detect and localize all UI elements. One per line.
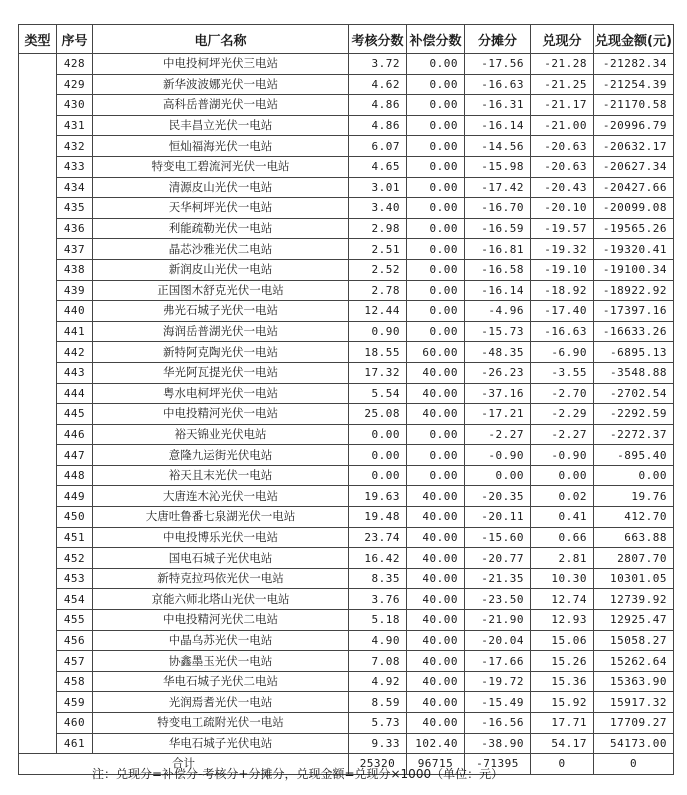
table-row (19, 280, 674, 301)
value-cell: -20.04 (465, 630, 531, 651)
row-index: 439 (57, 280, 93, 301)
row-index: 441 (57, 321, 93, 342)
column-header: 序号 (57, 25, 93, 54)
table-row (19, 74, 674, 95)
row-index: 445 (57, 404, 93, 425)
value-cell: -19100.34 (594, 259, 674, 280)
total-value: 0 (531, 754, 594, 775)
value-cell: 19.63 (349, 486, 407, 507)
row-index: 456 (57, 630, 93, 651)
value-cell: 12739.92 (594, 589, 674, 610)
value-cell: 10.30 (531, 568, 594, 589)
table-row (19, 630, 674, 651)
value-cell: 12.44 (349, 301, 407, 322)
value-cell: 60.00 (407, 342, 465, 363)
value-cell: -15.98 (465, 156, 531, 177)
total-value: 96715 (407, 754, 465, 775)
table-row (19, 156, 674, 177)
value-cell: -21.00 (531, 115, 594, 136)
row-index: 454 (57, 589, 93, 610)
value-cell: 15363.90 (594, 671, 674, 692)
value-cell: 23.74 (349, 527, 407, 548)
value-cell: 2.78 (349, 280, 407, 301)
header-row (19, 25, 674, 54)
value-cell: -20.11 (465, 507, 531, 528)
value-cell: -48.35 (465, 342, 531, 363)
value-cell: 5.54 (349, 383, 407, 404)
row-index: 436 (57, 218, 93, 239)
value-cell: -38.90 (465, 733, 531, 754)
table-row (19, 733, 674, 754)
value-cell: 15.36 (531, 671, 594, 692)
plant-name: 新华波波娜光伏一电站 (93, 74, 349, 95)
value-cell: -20.77 (465, 548, 531, 569)
value-cell: -19.57 (531, 218, 594, 239)
value-cell: 0.00 (465, 465, 531, 486)
value-cell: 15917.32 (594, 692, 674, 713)
value-cell: -4.96 (465, 301, 531, 322)
value-cell: 40.00 (407, 527, 465, 548)
value-cell: -16.59 (465, 218, 531, 239)
value-cell: 0.00 (407, 321, 465, 342)
value-cell: 0.00 (349, 424, 407, 445)
value-cell: -16.31 (465, 95, 531, 116)
plant-name: 协鑫墨玉光伏一电站 (93, 651, 349, 672)
value-cell: 40.00 (407, 486, 465, 507)
plant-name: 粤水电柯坪光伏一电站 (93, 383, 349, 404)
value-cell: -26.23 (465, 362, 531, 383)
value-cell: 18.55 (349, 342, 407, 363)
value-cell: -16.14 (465, 115, 531, 136)
row-index: 450 (57, 507, 93, 528)
value-cell: -17397.16 (594, 301, 674, 322)
table-row (19, 136, 674, 157)
value-cell: 0.90 (349, 321, 407, 342)
value-cell: 3.72 (349, 54, 407, 75)
plant-name: 特变电工疏附光伏一电站 (93, 713, 349, 734)
plant-name: 海润岳普湖光伏一电站 (93, 321, 349, 342)
value-cell: 3.01 (349, 177, 407, 198)
table-row (19, 259, 674, 280)
table-row (19, 95, 674, 116)
value-cell: 663.88 (594, 527, 674, 548)
value-cell: 40.00 (407, 671, 465, 692)
plant-name: 中晶乌苏光伏一电站 (93, 630, 349, 651)
table-row (19, 568, 674, 589)
column-header: 电厂名称 (93, 25, 349, 54)
row-index: 435 (57, 198, 93, 219)
value-cell: -16633.26 (594, 321, 674, 342)
plant-name: 大唐连木沁光伏一电站 (93, 486, 349, 507)
value-cell: -16.81 (465, 239, 531, 260)
plant-name: 晶芯沙雅光伏二电站 (93, 239, 349, 260)
value-cell: 4.86 (349, 95, 407, 116)
plant-name: 大唐吐鲁番七泉湖光伏一电站 (93, 507, 349, 528)
value-cell: 40.00 (407, 548, 465, 569)
value-cell: 0.00 (407, 115, 465, 136)
plant-name: 民丰昌立光伏一电站 (93, 115, 349, 136)
row-index: 460 (57, 713, 93, 734)
value-cell: 40.00 (407, 507, 465, 528)
value-cell: 0.00 (407, 156, 465, 177)
table-row (19, 589, 674, 610)
value-cell: 0.00 (407, 280, 465, 301)
value-cell: 0.00 (407, 424, 465, 445)
value-cell: -20632.17 (594, 136, 674, 157)
plant-name: 中电投精河光伏二电站 (93, 610, 349, 631)
value-cell: -20099.08 (594, 198, 674, 219)
value-cell: 2.81 (531, 548, 594, 569)
total-value: -71395 (465, 754, 531, 775)
value-cell: -6895.13 (594, 342, 674, 363)
row-index: 449 (57, 486, 93, 507)
table-row (19, 507, 674, 528)
value-cell: 12.74 (531, 589, 594, 610)
value-cell: 0.00 (407, 54, 465, 75)
value-cell: -20627.34 (594, 156, 674, 177)
value-cell: 40.00 (407, 589, 465, 610)
settlement-table (18, 24, 674, 775)
table-row (19, 527, 674, 548)
table-row (19, 239, 674, 260)
column-header: 兑现分 (531, 25, 594, 54)
value-cell: -19.10 (531, 259, 594, 280)
value-cell: -20.63 (531, 156, 594, 177)
value-cell: 16.42 (349, 548, 407, 569)
total-label: 合计 (19, 754, 349, 775)
value-cell: 0.00 (407, 301, 465, 322)
value-cell: -21.90 (465, 610, 531, 631)
value-cell: 40.00 (407, 630, 465, 651)
value-cell: 0.00 (349, 465, 407, 486)
table-row (19, 424, 674, 445)
value-cell: -17.21 (465, 404, 531, 425)
value-cell: 4.65 (349, 156, 407, 177)
value-cell: 2.52 (349, 259, 407, 280)
value-cell: -20.10 (531, 198, 594, 219)
value-cell: -0.90 (531, 445, 594, 466)
plant-name: 新特克拉玛依光伏一电站 (93, 568, 349, 589)
table-row (19, 548, 674, 569)
value-cell: -895.40 (594, 445, 674, 466)
value-cell: 0.00 (407, 74, 465, 95)
column-header: 分摊分 (465, 25, 531, 54)
table-row (19, 177, 674, 198)
value-cell: -16.14 (465, 280, 531, 301)
row-index: 429 (57, 74, 93, 95)
value-cell: -15.60 (465, 527, 531, 548)
value-cell: 0.00 (407, 445, 465, 466)
value-cell: -15.49 (465, 692, 531, 713)
value-cell: 0.00 (407, 218, 465, 239)
row-index: 428 (57, 54, 93, 75)
value-cell: 0.00 (407, 95, 465, 116)
row-index: 452 (57, 548, 93, 569)
plant-name: 特变电工碧流河光伏一电站 (93, 156, 349, 177)
table-row (19, 115, 674, 136)
value-cell: 25.08 (349, 404, 407, 425)
row-index: 444 (57, 383, 93, 404)
value-cell: 8.59 (349, 692, 407, 713)
row-index: 453 (57, 568, 93, 589)
plant-name: 新特阿克陶光伏一电站 (93, 342, 349, 363)
value-cell: -21.35 (465, 568, 531, 589)
value-cell: 17.71 (531, 713, 594, 734)
value-cell: -19320.41 (594, 239, 674, 260)
value-cell: -19.32 (531, 239, 594, 260)
value-cell: 0.00 (407, 465, 465, 486)
type-cell (19, 54, 57, 754)
plant-name: 京能六师北塔山光伏一电站 (93, 589, 349, 610)
table-row (19, 610, 674, 631)
plant-name: 天华柯坪光伏一电站 (93, 198, 349, 219)
table-row (19, 362, 674, 383)
value-cell: -2702.54 (594, 383, 674, 404)
table-row (19, 671, 674, 692)
value-cell: -19.72 (465, 671, 531, 692)
row-index: 455 (57, 610, 93, 631)
value-cell: -37.16 (465, 383, 531, 404)
value-cell: 15.92 (531, 692, 594, 713)
value-cell: 4.90 (349, 630, 407, 651)
value-cell: -2.27 (465, 424, 531, 445)
row-index: 430 (57, 95, 93, 116)
table-row (19, 486, 674, 507)
row-index: 431 (57, 115, 93, 136)
plant-name: 中电投博乐光伏一电站 (93, 527, 349, 548)
value-cell: 54.17 (531, 733, 594, 754)
value-cell: 102.40 (407, 733, 465, 754)
row-index: 443 (57, 362, 93, 383)
plant-name: 弗光石城子光伏一电站 (93, 301, 349, 322)
table-row (19, 342, 674, 363)
value-cell: -16.63 (465, 74, 531, 95)
table-body (19, 54, 674, 775)
plant-name: 中电投柯坪光伏三电站 (93, 54, 349, 75)
value-cell: 15058.27 (594, 630, 674, 651)
value-cell: 40.00 (407, 713, 465, 734)
value-cell: 3.76 (349, 589, 407, 610)
row-index: 458 (57, 671, 93, 692)
value-cell: 10301.05 (594, 568, 674, 589)
value-cell: -21.25 (531, 74, 594, 95)
value-cell: -21170.58 (594, 95, 674, 116)
value-cell: -17.40 (531, 301, 594, 322)
value-cell: 17709.27 (594, 713, 674, 734)
row-index: 440 (57, 301, 93, 322)
value-cell: 40.00 (407, 383, 465, 404)
value-cell: 0.00 (349, 445, 407, 466)
value-cell: 412.70 (594, 507, 674, 528)
table-row (19, 713, 674, 734)
row-index: 451 (57, 527, 93, 548)
value-cell: 4.86 (349, 115, 407, 136)
value-cell: 12925.47 (594, 610, 674, 631)
value-cell: 40.00 (407, 362, 465, 383)
column-header: 补偿分数 (407, 25, 465, 54)
value-cell: -21254.39 (594, 74, 674, 95)
table-row (19, 218, 674, 239)
value-cell: -17.42 (465, 177, 531, 198)
table-row (19, 692, 674, 713)
value-cell: 3.40 (349, 198, 407, 219)
value-cell: -21282.34 (594, 54, 674, 75)
table-row (19, 301, 674, 322)
value-cell: 5.18 (349, 610, 407, 631)
value-cell: 4.62 (349, 74, 407, 95)
value-cell: -14.56 (465, 136, 531, 157)
table-row (19, 404, 674, 425)
value-cell: 40.00 (407, 568, 465, 589)
table-row (19, 445, 674, 466)
value-cell: 0.66 (531, 527, 594, 548)
column-header: 兑现金额(元) (594, 25, 674, 54)
plant-name: 华电石城子光伏二电站 (93, 671, 349, 692)
row-index: 461 (57, 733, 93, 754)
value-cell: 40.00 (407, 692, 465, 713)
value-cell: -20427.66 (594, 177, 674, 198)
table-row (19, 465, 674, 486)
value-cell: -21.28 (531, 54, 594, 75)
value-cell: 19.76 (594, 486, 674, 507)
plant-name: 清源皮山光伏一电站 (93, 177, 349, 198)
row-index: 433 (57, 156, 93, 177)
value-cell: -2.70 (531, 383, 594, 404)
column-header: 类型 (19, 25, 57, 54)
row-index: 442 (57, 342, 93, 363)
value-cell: 40.00 (407, 651, 465, 672)
value-cell: 2807.70 (594, 548, 674, 569)
table-row (19, 383, 674, 404)
value-cell: 0.02 (531, 486, 594, 507)
plant-name: 高科岳普湖光伏一电站 (93, 95, 349, 116)
value-cell: -20.43 (531, 177, 594, 198)
value-cell: -2.27 (531, 424, 594, 445)
table-row (19, 651, 674, 672)
row-index: 446 (57, 424, 93, 445)
plant-name: 意隆九运街光伏电站 (93, 445, 349, 466)
table-row (19, 198, 674, 219)
value-cell: -16.58 (465, 259, 531, 280)
value-cell: 15262.64 (594, 651, 674, 672)
value-cell: 40.00 (407, 610, 465, 631)
row-index: 437 (57, 239, 93, 260)
row-index: 457 (57, 651, 93, 672)
value-cell: 0.00 (407, 177, 465, 198)
value-cell: 0.00 (407, 198, 465, 219)
footnote: 注：兑现分=补偿分-考核分+分摊分，兑现金额=兑现分×1000（单位：元） (92, 767, 504, 781)
value-cell: 0.00 (407, 136, 465, 157)
value-cell: -2272.37 (594, 424, 674, 445)
value-cell: 17.32 (349, 362, 407, 383)
value-cell: 6.07 (349, 136, 407, 157)
value-cell: -16.56 (465, 713, 531, 734)
value-cell: -15.73 (465, 321, 531, 342)
row-index: 447 (57, 445, 93, 466)
total-value: 25320 (349, 754, 407, 775)
plant-name: 光润焉耆光伏一电站 (93, 692, 349, 713)
plant-name: 裕天且末光伏一电站 (93, 465, 349, 486)
row-index: 432 (57, 136, 93, 157)
value-cell: 0.00 (407, 239, 465, 260)
value-cell: -17.66 (465, 651, 531, 672)
value-cell: -21.17 (531, 95, 594, 116)
value-cell: 15.26 (531, 651, 594, 672)
value-cell: 7.08 (349, 651, 407, 672)
row-index: 438 (57, 259, 93, 280)
row-index: 448 (57, 465, 93, 486)
plant-name: 恒灿福海光伏一电站 (93, 136, 349, 157)
value-cell: -23.50 (465, 589, 531, 610)
plant-name: 中电投精河光伏一电站 (93, 404, 349, 425)
plant-name: 国电石城子光伏电站 (93, 548, 349, 569)
value-cell: 2.51 (349, 239, 407, 260)
plant-name: 利能疏勒光伏一电站 (93, 218, 349, 239)
value-cell: -18922.92 (594, 280, 674, 301)
value-cell: 0.41 (531, 507, 594, 528)
value-cell: 2.98 (349, 218, 407, 239)
value-cell: 40.00 (407, 404, 465, 425)
value-cell: -0.90 (465, 445, 531, 466)
plant-name: 裕天锦业光伏电站 (93, 424, 349, 445)
value-cell: -3.55 (531, 362, 594, 383)
value-cell: -6.90 (531, 342, 594, 363)
plant-name: 正国图木舒克光伏一电站 (93, 280, 349, 301)
value-cell: -2292.59 (594, 404, 674, 425)
plant-name: 新润皮山光伏一电站 (93, 259, 349, 280)
value-cell: -16.70 (465, 198, 531, 219)
plant-name: 华光阿瓦提光伏一电站 (93, 362, 349, 383)
value-cell: -20996.79 (594, 115, 674, 136)
table-row (19, 54, 674, 75)
total-value: 0 (594, 754, 674, 775)
value-cell: -20.35 (465, 486, 531, 507)
table-row (19, 321, 674, 342)
value-cell: 8.35 (349, 568, 407, 589)
value-cell: -16.63 (531, 321, 594, 342)
value-cell: 0.00 (407, 259, 465, 280)
column-header: 考核分数 (349, 25, 407, 54)
value-cell: 54173.00 (594, 733, 674, 754)
row-index: 459 (57, 692, 93, 713)
value-cell: 19.48 (349, 507, 407, 528)
value-cell: 4.92 (349, 671, 407, 692)
value-cell: -19565.26 (594, 218, 674, 239)
value-cell: -17.56 (465, 54, 531, 75)
value-cell: 12.93 (531, 610, 594, 631)
value-cell: 0.00 (594, 465, 674, 486)
value-cell: -3548.88 (594, 362, 674, 383)
value-cell: 5.73 (349, 713, 407, 734)
row-index: 434 (57, 177, 93, 198)
value-cell: 9.33 (349, 733, 407, 754)
value-cell: -18.92 (531, 280, 594, 301)
plant-name: 华电石城子光伏电站 (93, 733, 349, 754)
value-cell: 15.06 (531, 630, 594, 651)
value-cell: 0.00 (531, 465, 594, 486)
value-cell: -2.29 (531, 404, 594, 425)
value-cell: -20.63 (531, 136, 594, 157)
